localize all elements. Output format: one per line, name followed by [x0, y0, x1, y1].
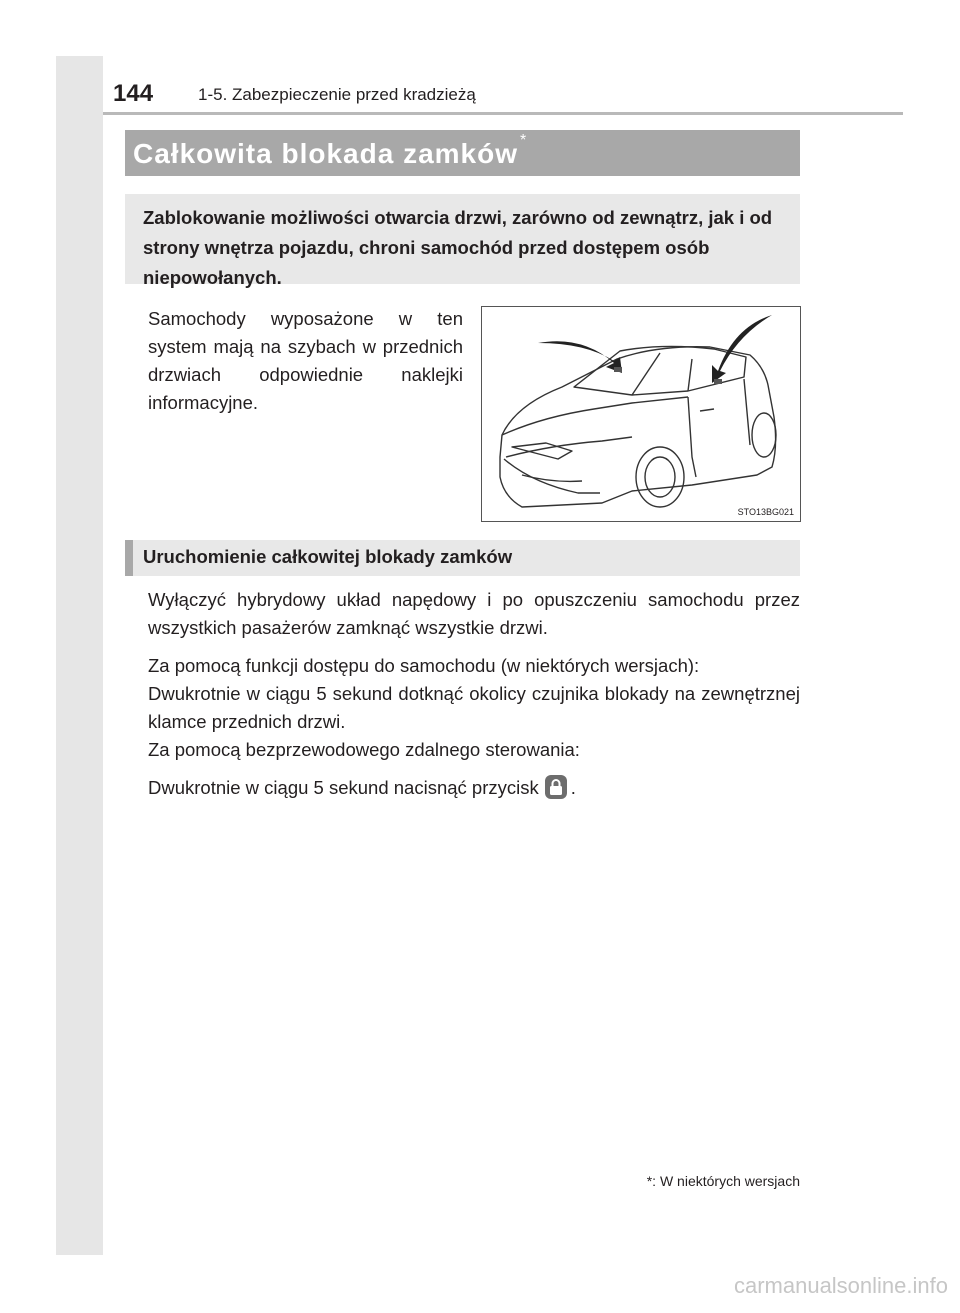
step-3-text [148, 774, 800, 802]
step-3-text-after: . [570, 777, 576, 798]
header-rule [103, 112, 903, 115]
subsection-header: Uruchomienie całkowitej blokady zamków [125, 540, 800, 576]
footnote-text: : W niektórych wersjach [652, 1173, 800, 1189]
car-illustration [481, 306, 801, 522]
footnote-mark: * [646, 1173, 653, 1189]
body-paragraph: Samochody wyposażone w ten system mają na szybach w przednich drzwiach odpowiednie naklejki informacyjne. [148, 308, 463, 413]
section-mark: * [520, 132, 527, 149]
step-1: Wyłączyć hybrydowy układ napędowy i po opuszczeniu samochodu przez wszystkich pasażerów zamknąć wszystkie drzwi. [148, 589, 800, 638]
chapter-title: 1-5. Zabezpieczenie przed kradzieżą [198, 85, 476, 104]
instructions [148, 586, 800, 802]
figure-code: STO13BG021 [737, 507, 794, 517]
car-drawing [482, 307, 800, 521]
page-number: 144 [113, 80, 154, 107]
step-3-text-before: Dwukrotnie w ciągu 5 sekund nacisnąć przycisk [148, 777, 539, 798]
lock-icon [545, 775, 567, 799]
watermark: carmanualsonline.info [733, 1273, 948, 1298]
step-2-heading: Za pomocą funkcji dostępu do samochodu (w niektórych wersjach): [148, 655, 700, 676]
step-3-heading: Za pomocą bezprzewodowego zdalnego sterowania: [148, 739, 580, 760]
footnote [647, 1173, 800, 1189]
step-2-text: Dwukrotnie w ciągu 5 sekund dotknąć okolicy czujnika blokady na zewnętrznej klamce przednich drzwi. [148, 683, 800, 732]
section-header [125, 130, 800, 176]
intro-box: Zablokowanie możliwości otwarcia drzwi, zarówno od zewnątrz, jak i od strony wnętrza pojazdu, chroni samochód przed dostępem osób niepowołanych. [125, 194, 800, 284]
margin-band [56, 56, 103, 1255]
section-title: Całkowita blokada zamków [133, 138, 518, 169]
